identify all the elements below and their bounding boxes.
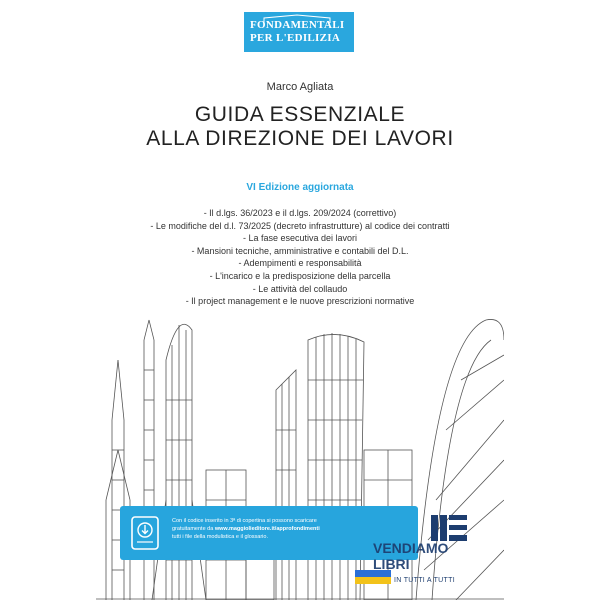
contents-item: - Il project management e le nuove prescrizioni normative [185,296,415,307]
download-tablet-icon [130,515,160,551]
promo-url[interactable]: www.maggiolieditore.it/approfondimenti [214,526,320,532]
promo-line-2 [172,525,412,533]
watermark-line-2: LIBRI [373,556,410,572]
watermark-line-1: VENDIAMO [373,540,449,556]
contents-item: - Il d.lgs. 36/2023 e il d.lgs. 209/2024 (correttivo) [203,208,397,218]
series-line-2: PER L'EDILIZIA [250,32,341,44]
title-line-2: ALLA DIREZIONE DEI LAVORI [146,127,454,150]
publisher-logo [431,515,467,541]
glass-tower-drawing [276,370,296,600]
vendiamo-libri-watermark [373,540,448,572]
title-line-1: GUIDA ESSENZIALE [194,103,406,126]
edition-label: VI Edizione aggiornata [246,182,354,193]
promo-line-2-prefix: gratuitamente da [172,526,215,532]
contents-list [96,207,504,308]
contents-item: - Le modifiche del d.l. 73/2025 (decreto infrastrutture) al codice dei contratti [150,220,450,231]
contents-item: - Mansioni tecniche, amministrative e contabili del D.L. [191,245,409,256]
contents-item: - La fase esecutiva dei lavori [242,233,358,244]
promo-line-1: Con il codice inserito in 3ª di copertina si possono scaricare [172,518,317,524]
flag-stripes-icon [355,570,391,584]
promo-text [172,517,412,541]
contents-item: - Adempimenti e responsabilità [238,258,362,269]
series-badge [244,12,354,52]
contents-item: - L'incarico e la predisposizione della parcella [209,270,391,281]
spire-tower-drawing [106,360,130,600]
promo-line-3: tutti i file della modulistica e il glossario. [172,534,268,540]
contents-item: - Le attività del collaudo [252,283,348,294]
book-cover [96,0,504,600]
watermark-tagline: IN TUTTI A TUTTI [394,577,455,584]
book-title [96,103,504,151]
author-name: Marco Agliata [266,81,334,93]
series-line-1: FONDAMENTALI [250,19,345,31]
